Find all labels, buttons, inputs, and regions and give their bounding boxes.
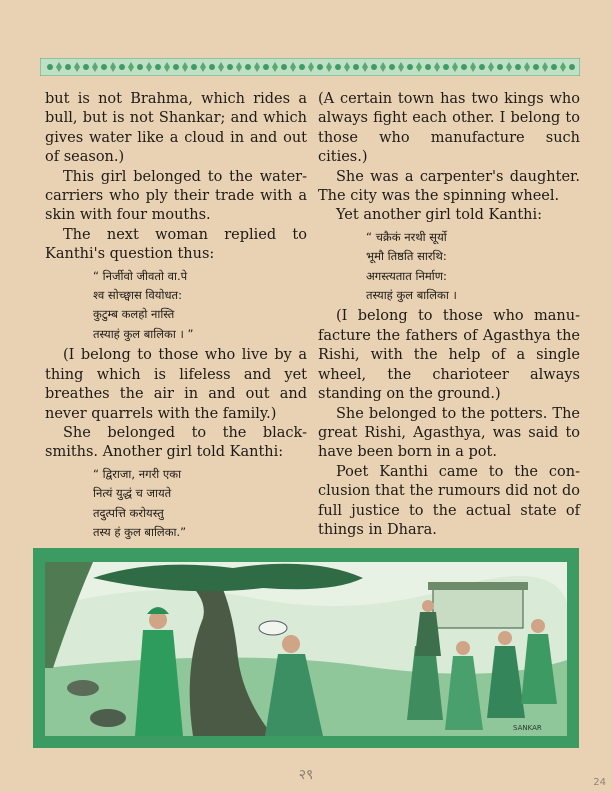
paragraph: but is not Brahma, which rides a bull, but is not Shankar; and which gives water like a cloud in and out of season.)	[45, 91, 307, 166]
verse-line: तदुत्पत्ति करोयस्तु	[93, 505, 164, 520]
paragraph: (A certain town has two kings who always fight each other. I belong to those who manufacture such cities.)	[318, 91, 580, 166]
verse-line: अगस्त्यतात निर्माण:	[366, 268, 447, 283]
verse-line: “ द्विराजा, नगरी एका	[93, 466, 182, 481]
paragraph: (I belong to those who live by a thing which is lifeless and yet breathes the air in and out and never quarrels with the family.)	[45, 347, 307, 422]
paragraph: She was a carpenter's daughter. The city was the spinning wheel.	[318, 168, 580, 205]
decorative-border	[40, 58, 580, 76]
sanskrit-verse	[93, 465, 307, 543]
verse-line: नित्यं युद्धं च जायते	[93, 486, 172, 501]
verse-line: तस्य हं कुल बालिका.”	[93, 524, 187, 539]
village-scene-illustration	[33, 548, 579, 748]
right-column	[318, 90, 580, 540]
verse-line: श्व सोच्छ्वास वियोधत:	[93, 288, 182, 303]
sanskrit-verse	[93, 267, 307, 345]
verse-line: भूमौ तिष्ठति सारथि:	[366, 249, 447, 264]
paragraph: (I belong to those who manu-facture the fathers of Agasthya the Rishi, with the help of a single wheel, the charioteer always standing on the ground.)	[318, 308, 580, 403]
verse-line: कुटुम्ब कलहो नास्ति	[93, 307, 175, 322]
page-number: २९	[298, 767, 314, 783]
paragraph: She belonged to the potters. The great Rishi, Agasthya, was said to have been born in a pot.	[318, 405, 580, 461]
verse-line: तस्याहं कुल बालिका ।	[366, 288, 457, 303]
artist-signature: SANKAR	[513, 724, 542, 732]
sanskrit-verse	[366, 228, 580, 306]
verse-line: तस्याहं कुल बालिका । ”	[93, 326, 194, 341]
corner-mark: 24	[593, 777, 606, 788]
paragraph: Poet Kanthi came to the con-clusion that the rumours did not do full justice to the actual state of things in Dhara.	[318, 463, 580, 538]
paragraph: This girl belonged to the water-carriers who ply their trade with a skin with four mouths.	[45, 168, 307, 224]
illustration-panel	[33, 548, 579, 748]
paragraph: She belonged to the black-smiths. Another girl told Kanthi:	[45, 424, 307, 461]
verse-line: “ निर्जीवो जीवतो वा.पे	[93, 268, 188, 283]
paragraph: Yet another girl told Kanthi:	[336, 207, 543, 224]
paragraph: The next woman replied to Kanthi's question thus:	[45, 226, 307, 263]
verse-line: “ चक्रैकं नरथी सूर्यो	[366, 229, 447, 244]
left-column	[45, 90, 307, 544]
